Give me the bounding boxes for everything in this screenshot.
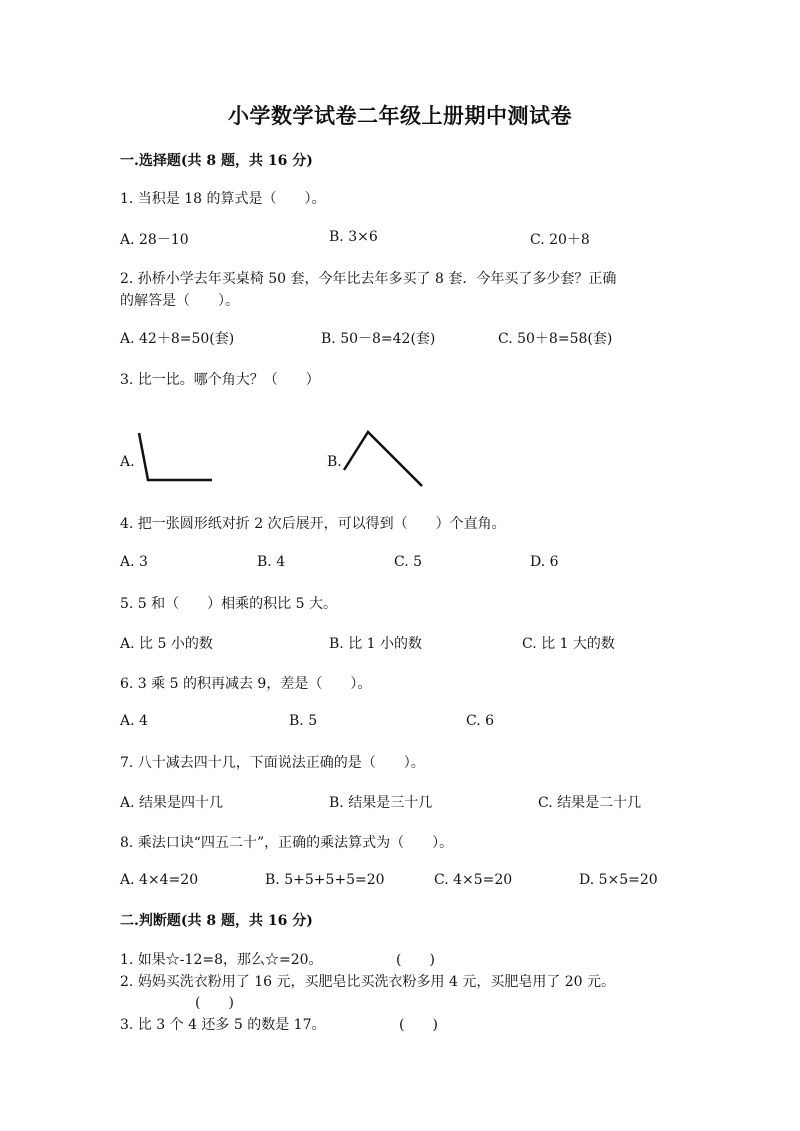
question-8-option-a: A. 4×4=20	[120, 872, 199, 888]
question-3-option-a: A.	[120, 454, 135, 470]
judge-3-answer-paren[interactable]: ( )	[399, 1017, 438, 1033]
question-1-stem: 1. 当积是 18 的算式是（ ）。	[120, 191, 326, 207]
question-4-stem: 4. 把一张圆形纸对折 2 次后展开，可以得到（ ）个直角。	[120, 516, 506, 532]
question-2-option-b: B. 50－8=42(套)	[321, 331, 436, 347]
question-5-option-c: C. 比 1 大的数	[522, 636, 615, 652]
question-1-option-a: A. 28－10	[120, 232, 189, 248]
section-heading-choice: 一.选择题(共 8 题，共 16 分)	[120, 153, 313, 169]
question-6-option-a: A. 4	[120, 713, 148, 729]
question-6-option-c: C. 6	[466, 713, 495, 729]
angle-b-figure	[342, 428, 427, 490]
question-7-option-a: A. 结果是四十几	[120, 795, 224, 811]
question-1-option-b: B. 3×6	[329, 229, 378, 245]
question-7-stem: 7. 八十减去四十几，下面说法正确的是（ ）。	[120, 755, 425, 771]
question-5-option-b: B. 比 1 小的数	[329, 636, 422, 652]
question-3-stem: 3. 比一比。哪个角大？（ ）	[120, 372, 320, 388]
judge-3-stem: 3. 比 3 个 4 还多 5 的数是 17。	[120, 1017, 326, 1033]
question-2-stem-line2: 的解答是（ ）。	[120, 293, 239, 309]
judge-1-stem: 1. 如果☆-12=8，那么☆=20。	[120, 952, 323, 968]
section-heading-judge: 二.判断题(共 8 题，共 16 分)	[120, 913, 313, 929]
question-4-option-a: A. 3	[120, 554, 148, 570]
question-5-option-a: A. 比 5 小的数	[120, 636, 213, 652]
question-8-option-d: D. 5×5=20	[579, 872, 658, 888]
question-3-option-b: B.	[327, 454, 342, 470]
question-2-stem-line1: 2. 孙桥小学去年买桌椅 50 套，今年比去年多买了 8 套．今年买了多少套？正确	[120, 271, 617, 287]
angle-a-figure	[136, 430, 216, 485]
question-7-option-b: B. 结果是三十几	[329, 795, 433, 811]
question-6-stem: 6. 3 乘 5 的积再减去 9，差是（ ）。	[120, 676, 372, 692]
question-5-stem: 5. 5 和（ ）相乘的积比 5 大。	[120, 596, 337, 612]
question-4-option-c: C. 5	[394, 554, 423, 570]
question-6-option-b: B. 5	[289, 713, 318, 729]
question-7-option-c: C. 结果是二十几	[538, 795, 642, 811]
question-4-option-b: B. 4	[257, 554, 286, 570]
question-8-option-b: B. 5+5+5+5=20	[265, 872, 385, 888]
question-8-stem: 8. 乘法口诀“四五二十”，正确的乘法算式为（ ）。	[120, 835, 454, 851]
question-4-option-d: D. 6	[530, 554, 559, 570]
question-8-option-c: C. 4×5=20	[434, 872, 513, 888]
question-1-option-c: C. 20＋8	[530, 232, 590, 248]
judge-2-answer-paren[interactable]: ( )	[195, 995, 234, 1011]
question-2-option-c: C. 50＋8=58(套)	[498, 331, 613, 347]
judge-1-answer-paren[interactable]: ( )	[396, 952, 435, 968]
question-2-option-a: A. 42＋8=50(套)	[120, 331, 235, 347]
angle-a-lines	[139, 433, 212, 480]
judge-2-stem: 2. 妈妈买洗衣粉用了 16 元，买肥皂比买洗衣粉多用 4 元，买肥皂用了 20 元。	[120, 974, 616, 990]
angle-b-lines	[344, 432, 422, 486]
page-title: 小学数学试卷二年级上册期中测试卷	[228, 103, 572, 128]
